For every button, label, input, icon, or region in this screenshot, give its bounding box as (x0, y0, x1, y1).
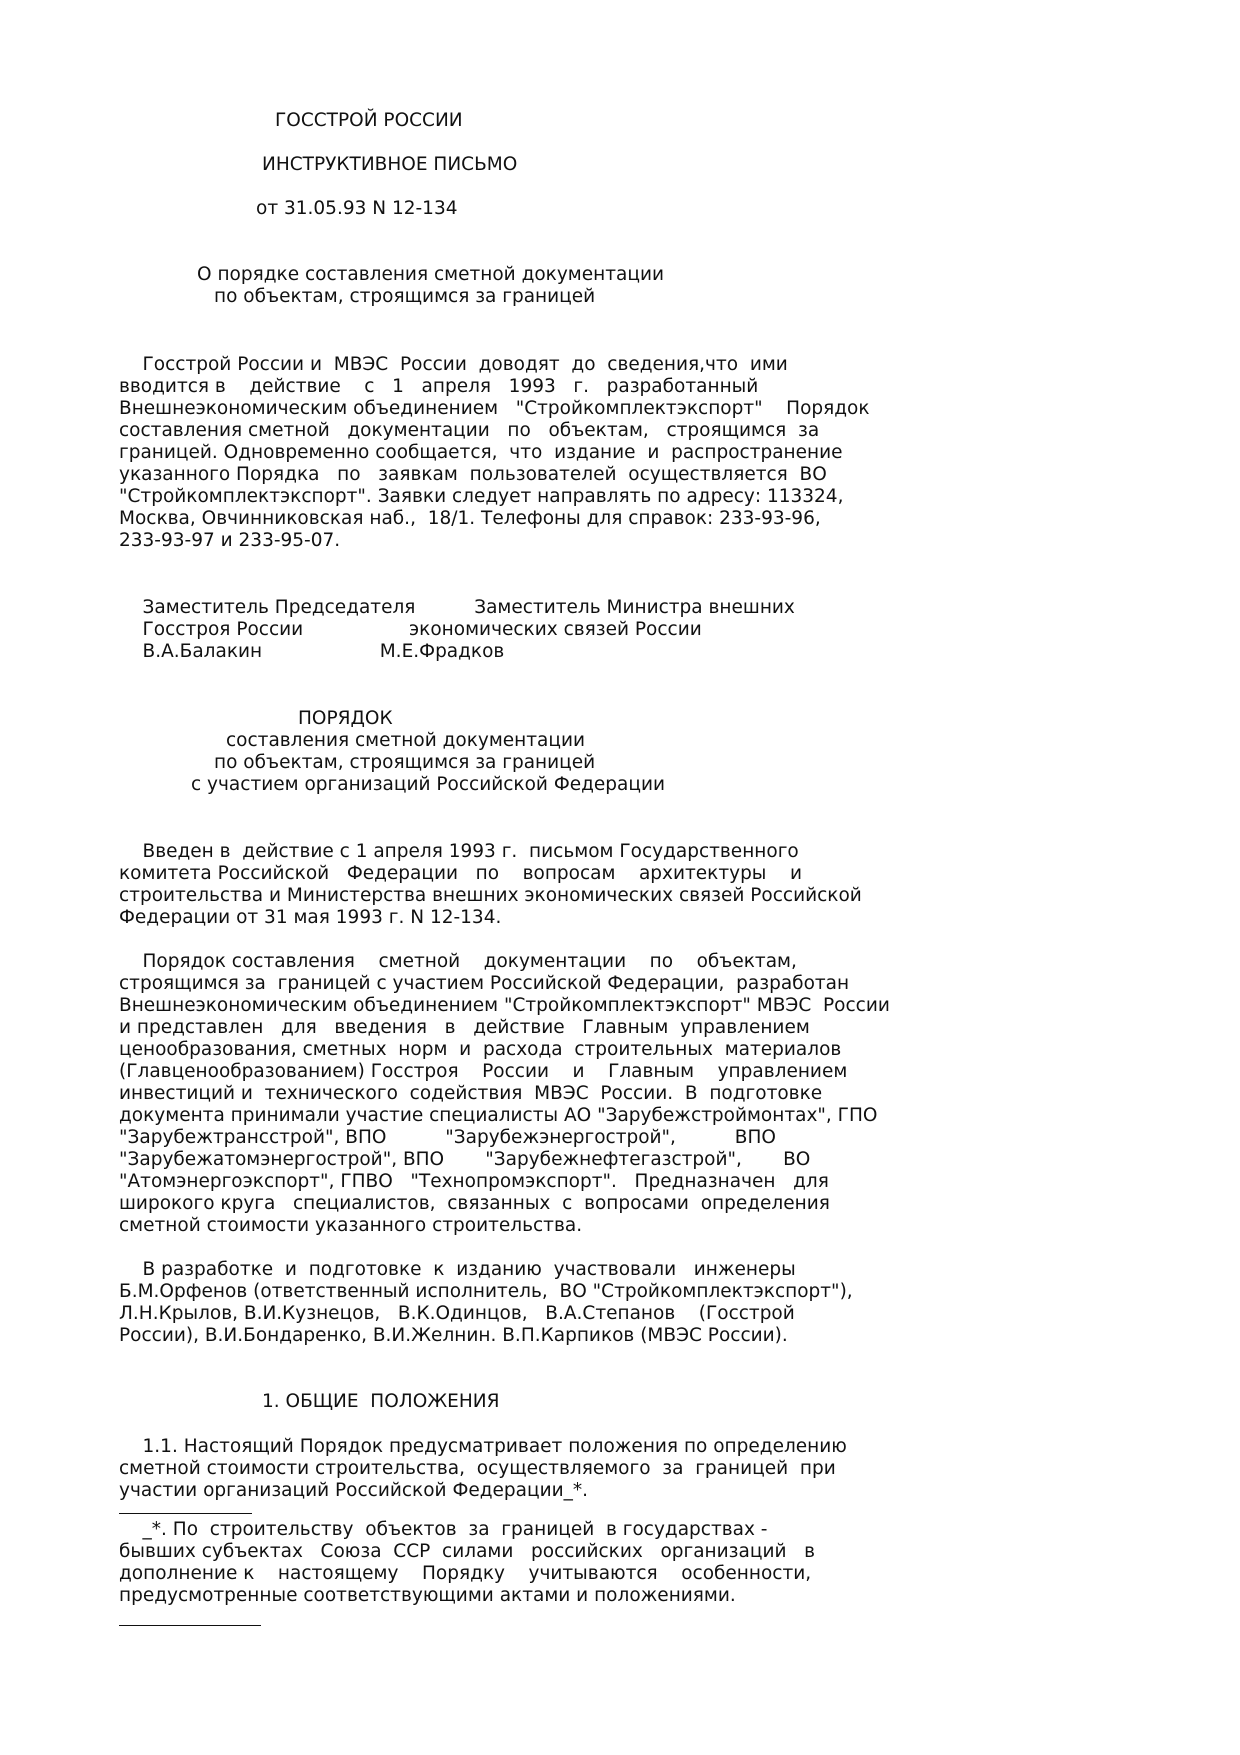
text-line: документа принимали участие специалисты АО "Зарубежстроймонтах", ГПО (119, 1105, 878, 1126)
text-line: Внешнеэкономическим объединением "Стройкомплектэкспорт" Порядок (119, 398, 870, 419)
org-name: ГОССТРОЙ РОССИИ (275, 110, 463, 131)
doc-date: от 31.05.93 N 12-134 (256, 198, 458, 219)
doc-type: ИНСТРУКТИВНОЕ ПИСЬМО (262, 154, 518, 175)
text-line: границей. Одновременно сообщается, что издание и распространение (119, 442, 843, 463)
footnote-line: предусмотренные соответствующими актами и положениями. (119, 1585, 736, 1606)
text-line: Л.Н.Крылов, В.И.Кузнецов, В.К.Одинцов, В.А.Степанов (Госстрой (119, 1303, 795, 1324)
order-subtitle: с участием организаций Российской Федерации (191, 774, 666, 795)
text-line: Б.М.Орфенов (ответственный исполнитель, ВО "Стройкомплектэкспорт"), (119, 1281, 853, 1302)
text-line: и представлен для введения в действие Главным управлением (119, 1017, 810, 1038)
footnote-line: дополнение к настоящему Порядку учитываются особенности, (119, 1563, 812, 1584)
text-line: сметной стоимости строительства, осуществляемого за границей при (119, 1458, 836, 1479)
text-line: (Главценообразованием) Госстроя России и Главным управлением (119, 1061, 848, 1082)
text-line: Федерации от 31 мая 1993 г. N 12-134. (119, 907, 502, 928)
text-line: "Зарубежтрансстрой", ВПО "Зарубежэнергострой", ВПО (119, 1127, 776, 1148)
text-line: Госстрой России и МВЭС России доводят до сведения,что ими (119, 354, 788, 375)
text-line: "Стройкомплектэкспорт". Заявки следует направлять по адресу: 113324, (119, 486, 844, 507)
text-line: Внешнеэкономическим объединением "Стройкомплектэкспорт" МВЭС России (119, 995, 890, 1016)
text-line: России), В.И.Бондаренко, В.И.Желнин. В.П.Карпиков (МВЭС России). (119, 1325, 788, 1346)
text-line: ценообразования, сметных норм и расхода строительных материалов (119, 1039, 842, 1060)
text-line: В разработке и подготовке к изданию участвовали инженеры (119, 1259, 796, 1280)
footnote-line: _*. По строительству объектов за границей в государствах - (119, 1519, 768, 1540)
signature-line: Заместитель Председателя Заместитель Министра внешних (119, 597, 795, 618)
subject-line: О порядке составления сметной документации (197, 264, 664, 285)
text-line: участии организаций Российской Федерации_*. (119, 1480, 589, 1501)
text-line: вводится в действие с 1 апреля 1993 г. разработанный (119, 376, 759, 397)
text-line: строящимся за границей с участием Российской Федерации, разработан (119, 973, 850, 994)
order-title: ПОРЯДОК (298, 708, 393, 729)
text-line: Порядок составления сметной документации по объектам, (119, 951, 797, 972)
text-line: Введен в действие с 1 апреля 1993 г. письмом Государственного (119, 841, 799, 862)
text-line: 1.1. Настоящий Порядок предусматривает положения по определению (119, 1436, 847, 1457)
signature-line: В.А.Балакин М.Е.Фрадков (119, 641, 505, 662)
text-line: широкого круга специалистов, связанных с вопросами определения (119, 1193, 830, 1214)
section-heading: 1. ОБЩИЕ ПОЛОЖЕНИЯ (262, 1391, 500, 1412)
order-subtitle: составления сметной документации (226, 730, 586, 751)
text-line: сметной стоимости указанного строительства. (119, 1215, 583, 1236)
text-line: комитета Российской Федерации по вопросам архитектуры и (119, 863, 802, 884)
signature-line: Госстроя России экономических связей России (119, 619, 702, 640)
subject-line: по объектам, строящимся за границей (214, 286, 596, 307)
footnote-end-separator (119, 1625, 261, 1626)
footnote-separator (119, 1513, 252, 1514)
text-line: "Атомэнергоэкспорт", ГПВО "Технопромэкспорт". Предназначен для (119, 1171, 829, 1192)
order-subtitle: по объектам, строящимся за границей (214, 752, 596, 773)
text-line: Москва, Овчинниковская наб., 18/1. Телефоны для справок: 233-93-96, (119, 508, 821, 529)
text-line: указанного Порядка по заявкам пользователей осуществляется ВО (119, 464, 827, 485)
text-line: 233-93-97 и 233-95-07. (119, 530, 341, 551)
text-line: инвестиций и технического содействия МВЭС России. В подготовке (119, 1083, 823, 1104)
text-line: строительства и Министерства внешних экономических связей Российской (119, 885, 862, 906)
footnote-line: бывших субъектах Союза ССР силами российских организаций в (119, 1541, 816, 1562)
text-line: составления сметной документации по объектам, строящимся за (119, 420, 820, 441)
text-line: "Зарубежатомэнергострой", ВПО "Зарубежнефтегазстрой", ВО (119, 1149, 811, 1170)
